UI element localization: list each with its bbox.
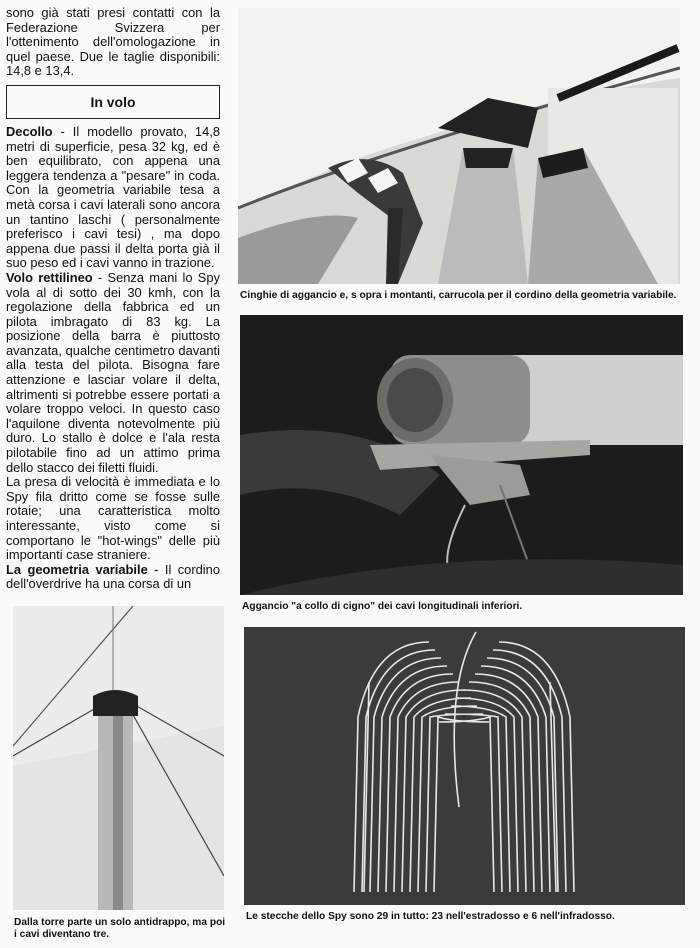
volo-text: - Senza mani lo Spy vola al di sotto dei 30 kmh, con la regolazione della fabbrica ed un pilotа imbragato di 83 kg. La posizione della barra è piuttosto avanzata, qualche centimetro davanti alla testa del pilota. Bisogna fare attenzione e lasciar volare il delta, altrimenti si potrebbe essere portati a volare troppo veloci. In questo caso l'aquilone diventa notevolmente più duro. Lo stallo è dolce e l'ala resta pilotabile fino ad un attimo prima dello stacco dei filetti fluidi. [6,269,221,475]
photo-straps-image [238,8,680,284]
volo-lead: Volo rettilineo [6,269,93,285]
decollo-lead: Decollo [6,123,53,139]
section-title: In volo [90,93,136,110]
caption-photo3: Dalla torre parte un solo antidrappo, ma poi i cavi diventano tre. [14,917,226,940]
decollo-paragraph [6,125,220,271]
decollo-text: - Il modello provato, 14,8 metri di superficie, pesa 32 kg, ed è ben equilibrato, con appena una leggera tendenza a "pesare" in coda. Con la geometria variabile tesa a metà corsa i cavi laterali sono ancora un tantino laschi ( personalmente preferisco i cavi tesi) , ma dopo appena due passi il delta porta già il suo peso ed i cavi vanno in trazione. [6,123,220,271]
photo-swan-neck-image [240,315,683,595]
section-heading-box [6,85,220,119]
intro-paragraph: sono già stati presi contatti con la Federazione Svizzera per l'ottenimento dell'omologazione in quel paese. Due le taglie disponibili: 14,8 e 13,4. [6,5,220,79]
photo-swan-neck [240,315,683,595]
photo-straps-uprights [238,8,680,284]
geometria-text: - Il cordino dell'overdrive ha una corsa di un [6,561,220,592]
photo-tower [13,606,224,910]
presa-paragraph: La presa di velocità è immediata e lo Spy fila dritto come se fosse sulle rotaie; una caratteristica molto interessante, visto come si comportano le "hot-wings" delle più importanti case straniere. [6,474,220,563]
geometria-paragraph [6,563,220,592]
caption-photo2: Aggancio "a collo di cigno" dei cavi longitudinali inferiori. [242,601,523,612]
article-text-column [6,6,220,592]
photo-battens-image [244,627,685,905]
geometria-lead: La geometria variabile [6,561,148,577]
photo-battens [244,627,685,905]
volo-paragraph [6,271,220,475]
caption-photo4: Le stecche dello Spy sono 29 in tutto: 23 nell'estradosso e 6 nell'infradosso. [246,911,615,922]
caption-photo1: Cinghie di aggancio e, s opra i montanti, carrucola per il cordino della geometria variabile. [240,290,677,301]
photo-tower-image [13,606,224,910]
